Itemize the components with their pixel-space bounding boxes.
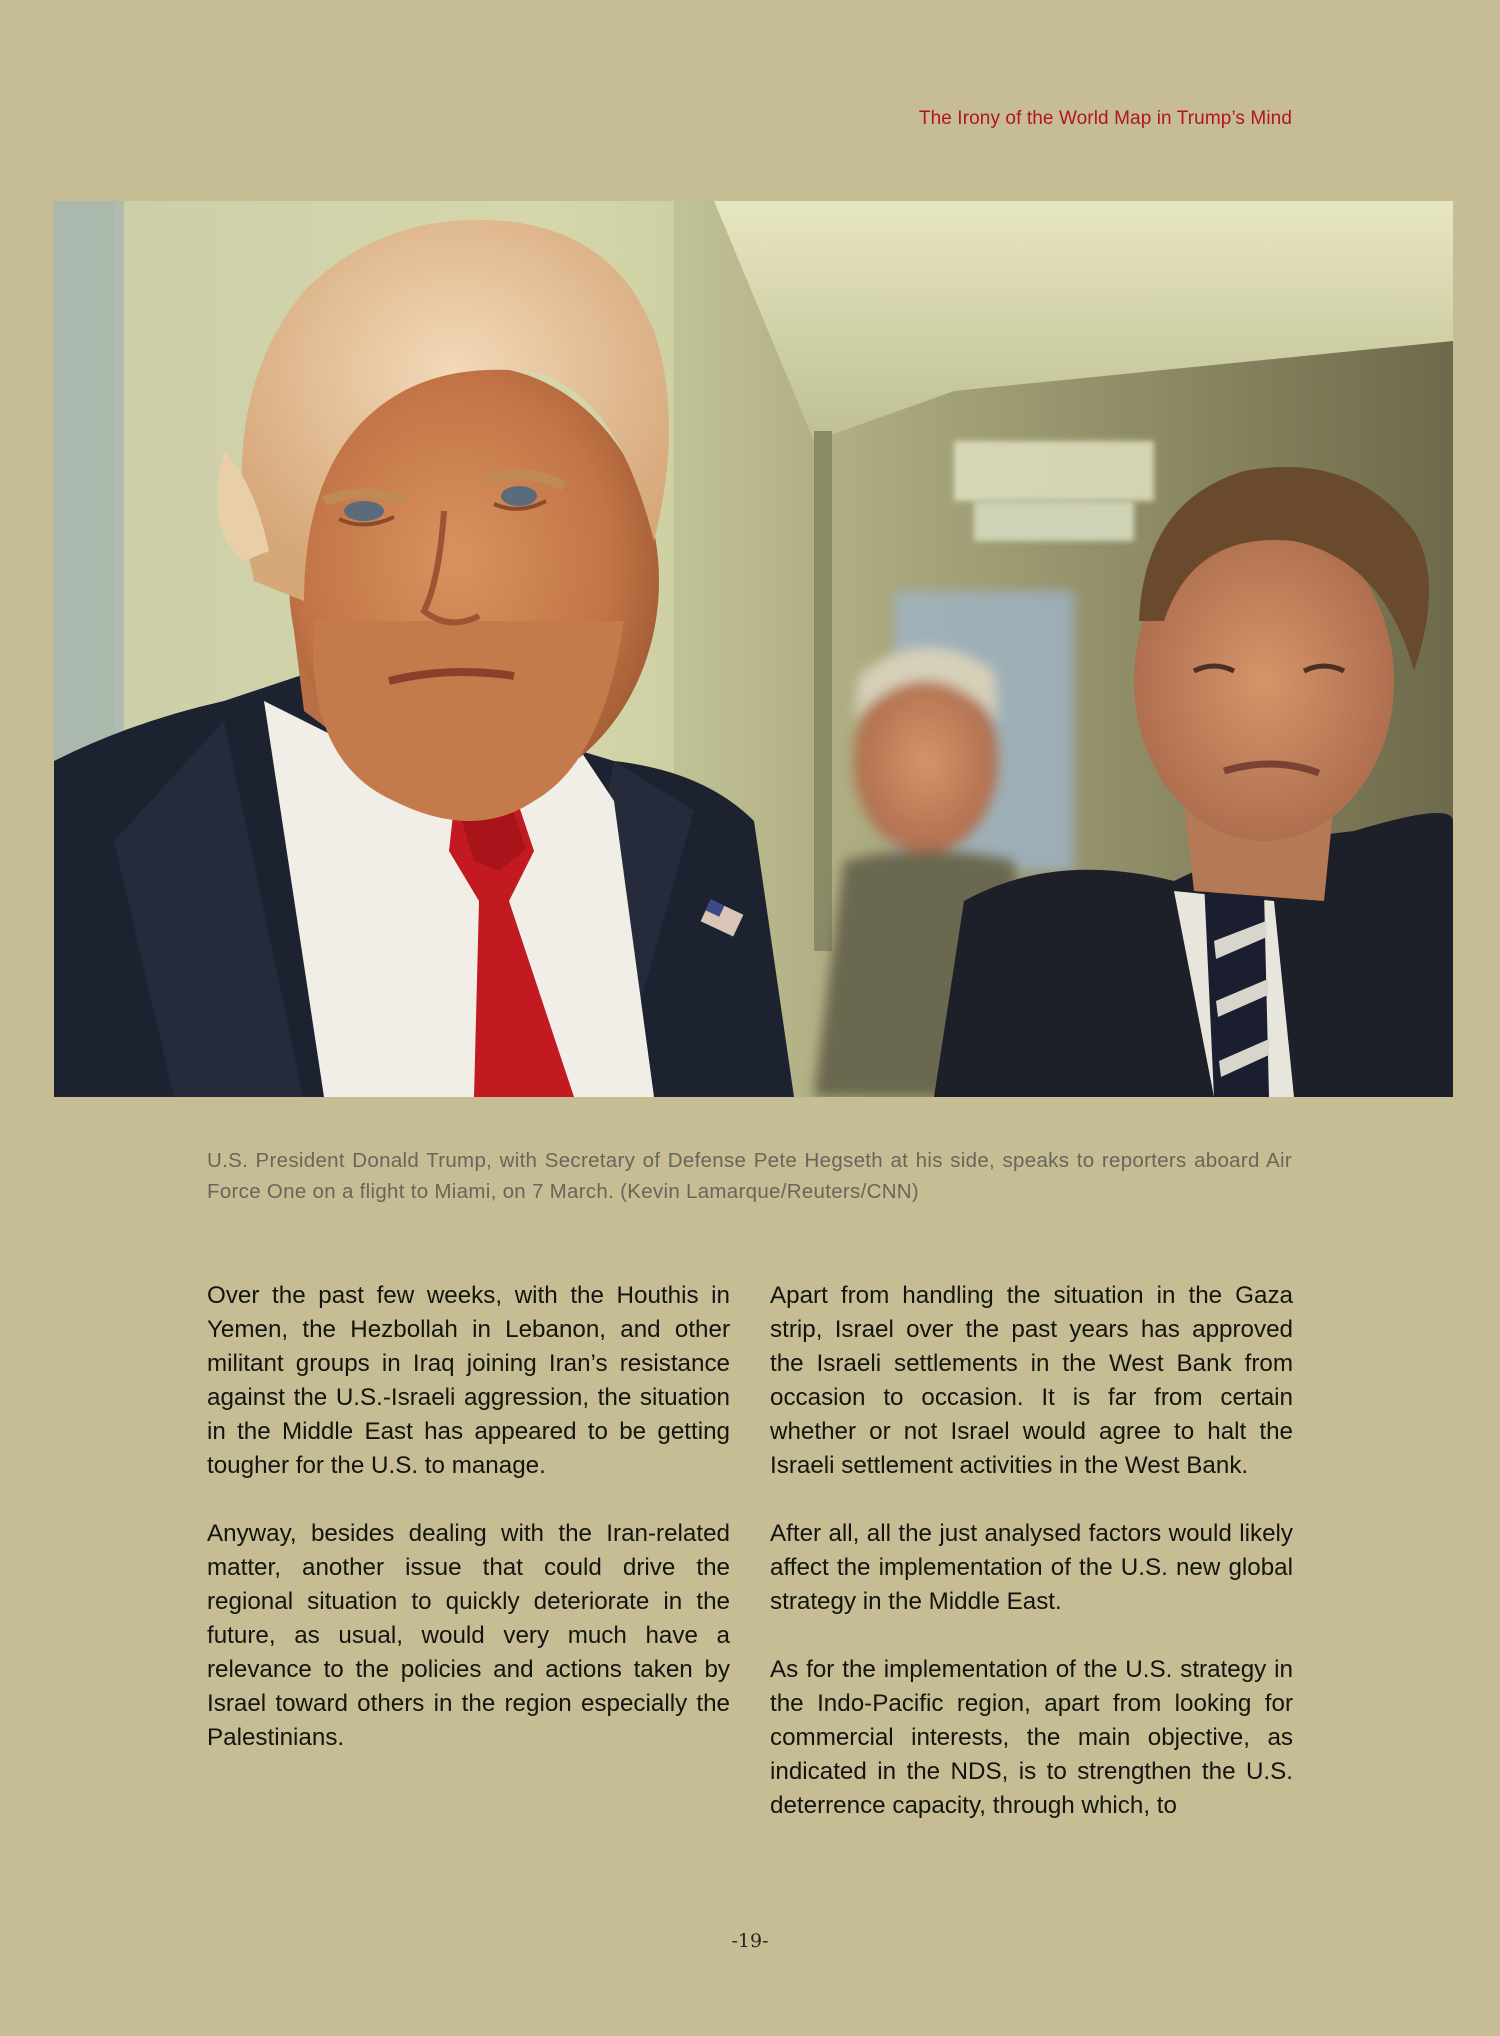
paragraph: After all, all the just analysed factors would likely affect the implementation of the U.S. new global strategy in the Middle East. <box>770 1520 1293 1615</box>
article-photo <box>54 201 1453 1097</box>
paragraph: As for the implementation of the U.S. strategy in the Indo-Pacific region, apart from looking for commercial interests, the main objective, as indicated in the NDS, is to strengthen the U.S. deterrence capacity, through which, to <box>770 1656 1293 1819</box>
paragraph: Anyway, besides dealing with the Iran-related matter, another issue that could drive the regional situation to quickly deteriorate in the future, as usual, would very much have a relevance to the policies and actions taken by Israel toward others in the region especially the Palestinians. <box>207 1520 730 1751</box>
paragraph: Apart from handling the situation in the Gaza strip, Israel over the past years has approved the Israeli settlements in the West Bank from occasion to occasion. It is far from certain whether or not Israel would agree to halt the Israeli settlement activities in the West Bank. <box>770 1282 1293 1479</box>
photo-caption: U.S. President Donald Trump, with Secretary of Defense Pete Hegseth at his side, speaks to reporters aboard Air Force One on a flight to Miami, on 7 March. (Kevin Lamarque/Reuters/CNN) <box>207 1149 1292 1203</box>
paragraph: Over the past few weeks, with the Houthis in Yemen, the Hezbollah in Lebanon, and other militant groups in Iraq joining Iran’s resistance against the U.S.-Israeli aggression, the situation in the Middle East has appeared to be getting tougher for the U.S. to manage. <box>207 1282 730 1479</box>
photo-illustration <box>54 201 1453 1097</box>
running-header-title: The Irony of the World Map in Trump’s Mind <box>918 108 1292 129</box>
article-column-left <box>207 1279 730 1789</box>
page-number: -19- <box>731 1930 769 1952</box>
article-column-right <box>770 1279 1293 1857</box>
